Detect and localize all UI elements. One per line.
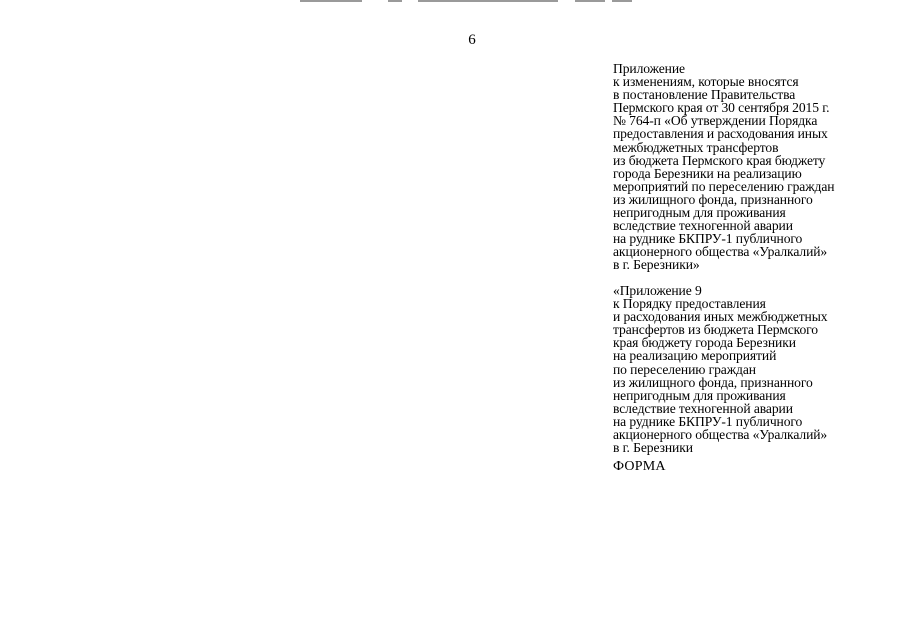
appendix-line: непригодным для проживания: [613, 205, 786, 221]
appendix-9-block: [613, 284, 898, 454]
appendix-9-line: «Приложение 9: [613, 283, 702, 298]
scan-rule-2: [388, 0, 402, 2]
page-number: 6: [468, 32, 476, 48]
appendix-9-line: на реализацию мероприятий: [613, 348, 777, 364]
appendix-9-line: края бюджету города Березники: [613, 335, 796, 351]
appendix-9-line: трансфертов из бюджета Пермского: [613, 322, 818, 338]
scan-rule-1: [300, 0, 362, 2]
appendix-9-line: на руднике БКПРУ-1 публичного: [613, 413, 803, 429]
top-scan-rules: [0, 0, 905, 4]
appendix-9-line: к Порядку предоставления: [613, 296, 766, 312]
appendix-line: межбюджетных трансфертов: [613, 139, 779, 155]
appendix-block: [613, 62, 898, 272]
appendix-line: предоставления и расходования иных: [613, 126, 828, 142]
appendix-line: акционерного общества «Уралкалий»: [613, 244, 828, 260]
appendix-line: № 764-п «Об утверждении Порядка: [613, 113, 818, 129]
appendix-line: в постановление Правительства: [613, 87, 796, 103]
appendix-line: к изменениям, которые вносятся: [613, 74, 799, 90]
appendix-line: в г. Березники»: [613, 257, 700, 273]
appendix-9-line: в г. Березники: [613, 440, 693, 456]
appendix-line: города Березники на реализацию: [613, 165, 802, 181]
appendix-9-line: и расходования иных межбюджетных: [613, 309, 828, 325]
appendix-line: из бюджета Пермского края бюджету: [613, 152, 826, 168]
appendix-line: из жилищного фонда, признанного: [613, 191, 813, 207]
appendix-9-line: по переселению граждан: [613, 361, 756, 377]
scan-rule-4: [575, 0, 605, 2]
appendix-9-line: вследствие техногенной аварии: [613, 400, 793, 416]
appendix-line: Пермского края от 30 сентября 2015 г.: [613, 100, 830, 116]
appendix-line: мероприятий по переселению граждан: [613, 178, 835, 194]
appendix-9-line: акционерного общества «Уралкалий»: [613, 427, 828, 443]
form-label: ФОРМА: [613, 459, 666, 474]
appendix-line: Приложение: [613, 61, 685, 76]
appendix-line: на руднике БКПРУ-1 публичного: [613, 231, 803, 247]
appendix-9-line: из жилищного фонда, признанного: [613, 374, 813, 390]
scan-rule-5: [612, 0, 632, 2]
scan-rule-3: [418, 0, 558, 2]
appendix-9-line: непригодным для проживания: [613, 387, 786, 403]
appendix-line: вследствие техногенной аварии: [613, 218, 793, 234]
